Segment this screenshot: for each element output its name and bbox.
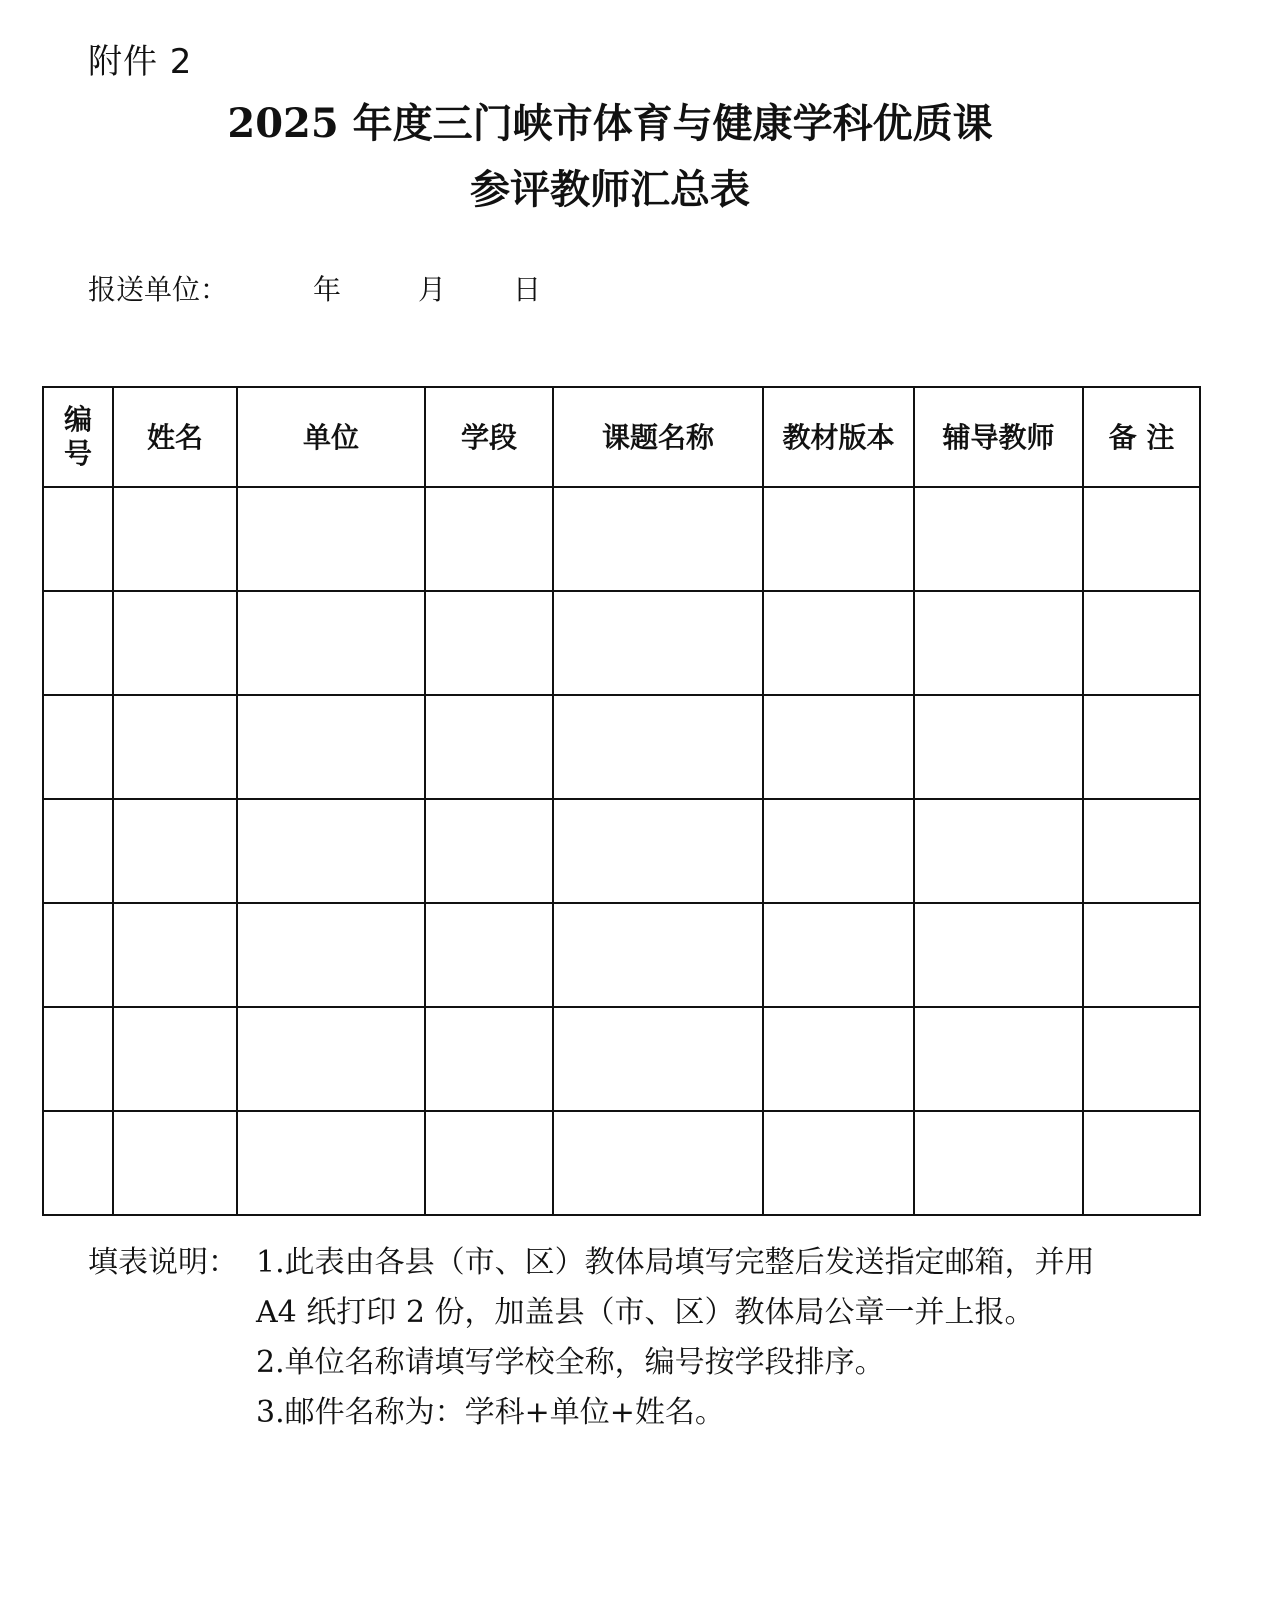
table-cell[interactable] bbox=[914, 799, 1083, 903]
table-cell[interactable] bbox=[43, 799, 113, 903]
teacher-summary-table bbox=[42, 386, 1201, 1216]
document-title-line1: 2025 年度三门峡市体育与健康学科优质课 bbox=[227, 100, 993, 147]
table-cell[interactable] bbox=[113, 487, 237, 591]
table-cell[interactable] bbox=[914, 695, 1083, 799]
table-cell[interactable] bbox=[43, 695, 113, 799]
instruction-item-1: 1.此表由各县（市、区）教体局填写完整后发送指定邮箱，并用 A4 纸打印 2 份，加盖县（市、区）教体局公章一并上报。 bbox=[256, 1245, 1095, 1330]
table-cell[interactable] bbox=[763, 799, 914, 903]
header-school-stage: 学段 bbox=[425, 387, 553, 487]
table-row bbox=[43, 903, 1200, 1007]
table-cell[interactable] bbox=[237, 799, 425, 903]
table-cell[interactable] bbox=[1083, 1007, 1200, 1111]
table-cell[interactable] bbox=[553, 799, 763, 903]
table-row bbox=[43, 695, 1200, 799]
year-label: 年 bbox=[313, 273, 342, 306]
instructions-label: 填表说明： bbox=[88, 1245, 238, 1280]
table-cell[interactable] bbox=[1083, 799, 1200, 903]
header-unit: 单位 bbox=[237, 387, 425, 487]
table-cell[interactable] bbox=[914, 1007, 1083, 1111]
table-cell[interactable] bbox=[113, 903, 237, 1007]
table-cell[interactable] bbox=[237, 591, 425, 695]
header-name: 姓名 bbox=[113, 387, 237, 487]
table-cell[interactable] bbox=[425, 1111, 553, 1215]
table-cell[interactable] bbox=[914, 1111, 1083, 1215]
table-cell[interactable] bbox=[1083, 591, 1200, 695]
table-row bbox=[43, 1111, 1200, 1215]
table-cell[interactable] bbox=[425, 591, 553, 695]
table-cell[interactable] bbox=[237, 487, 425, 591]
table-cell[interactable] bbox=[113, 1007, 237, 1111]
table-cell[interactable] bbox=[1083, 695, 1200, 799]
table-cell[interactable] bbox=[425, 487, 553, 591]
table-cell[interactable] bbox=[113, 591, 237, 695]
table-cell[interactable] bbox=[237, 1111, 425, 1215]
instructions-body bbox=[256, 1238, 1136, 1438]
table-cell[interactable] bbox=[43, 1111, 113, 1215]
table-cell[interactable] bbox=[763, 487, 914, 591]
table-cell[interactable] bbox=[553, 903, 763, 1007]
table-cell[interactable] bbox=[43, 591, 113, 695]
table-row bbox=[43, 1007, 1200, 1111]
instruction-item-3: 3.邮件名称为：学科+单位+姓名。 bbox=[256, 1395, 725, 1430]
table-cell[interactable] bbox=[43, 487, 113, 591]
table-cell[interactable] bbox=[553, 1111, 763, 1215]
table-cell[interactable] bbox=[763, 1007, 914, 1111]
header-remarks: 备 注 bbox=[1083, 387, 1200, 487]
table-header-row bbox=[43, 387, 1200, 487]
table-cell[interactable] bbox=[113, 695, 237, 799]
header-lesson-title: 课题名称 bbox=[553, 387, 763, 487]
document-title-line2: 参评教师汇总表 bbox=[470, 166, 750, 213]
table-cell[interactable] bbox=[425, 1007, 553, 1111]
table-cell[interactable] bbox=[237, 1007, 425, 1111]
table-cell[interactable] bbox=[763, 695, 914, 799]
day-label: 日 bbox=[513, 273, 542, 306]
attachment-label: 附件 2 bbox=[88, 42, 193, 82]
table-cell[interactable] bbox=[113, 799, 237, 903]
table-cell[interactable] bbox=[914, 591, 1083, 695]
table-body bbox=[43, 487, 1200, 1215]
month-label: 月 bbox=[418, 273, 447, 306]
table-cell[interactable] bbox=[425, 695, 553, 799]
table-cell[interactable] bbox=[914, 903, 1083, 1007]
table-row bbox=[43, 487, 1200, 591]
table-cell[interactable] bbox=[763, 903, 914, 1007]
header-textbook-version: 教材版本 bbox=[763, 387, 914, 487]
table-cell[interactable] bbox=[1083, 903, 1200, 1007]
table-cell[interactable] bbox=[553, 695, 763, 799]
table-cell[interactable] bbox=[43, 903, 113, 1007]
table-cell[interactable] bbox=[1083, 487, 1200, 591]
table-cell[interactable] bbox=[1083, 1111, 1200, 1215]
table-cell[interactable] bbox=[43, 1007, 113, 1111]
instruction-item-2: 2.单位名称请填写学校全称，编号按学段排序。 bbox=[256, 1345, 885, 1380]
submitter-label: 报送单位： bbox=[88, 273, 229, 306]
table-row bbox=[43, 799, 1200, 903]
table-cell[interactable] bbox=[237, 695, 425, 799]
table-cell[interactable] bbox=[763, 1111, 914, 1215]
header-number-line2: 号 bbox=[63, 437, 92, 470]
table-cell[interactable] bbox=[425, 799, 553, 903]
table-cell[interactable] bbox=[425, 903, 553, 1007]
table-cell[interactable] bbox=[553, 591, 763, 695]
table-cell[interactable] bbox=[113, 1111, 237, 1215]
table-cell[interactable] bbox=[237, 903, 425, 1007]
table-row bbox=[43, 591, 1200, 695]
header-number-line1: 编 bbox=[63, 403, 92, 437]
header-number bbox=[43, 387, 113, 487]
table-cell[interactable] bbox=[553, 1007, 763, 1111]
header-advisor: 辅导教师 bbox=[914, 387, 1083, 487]
table-cell[interactable] bbox=[553, 487, 763, 591]
table-cell[interactable] bbox=[763, 591, 914, 695]
table-cell[interactable] bbox=[914, 487, 1083, 591]
